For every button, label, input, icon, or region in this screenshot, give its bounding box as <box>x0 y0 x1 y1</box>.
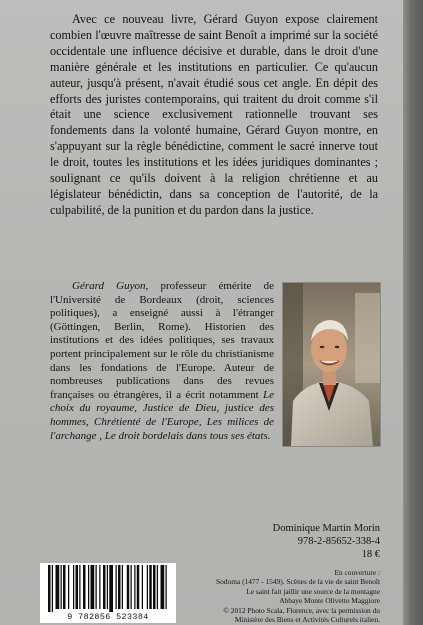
barcode-bar <box>142 565 143 609</box>
publisher-name: Dominique Martin Morin <box>272 523 380 534</box>
author-portrait-image <box>283 283 380 446</box>
author-works: Le choix du royaume, Justice de Dieu, justice des hommes, Chrétienté de l'Europe, Les milices de l'archange , Le droit bordelais dans tous ses états. <box>50 388 274 442</box>
price: 18 € <box>361 549 380 561</box>
author-name: Gérard Guyon <box>72 280 146 292</box>
author-bio-text: , professeur émérite de l'Université de Bordeaux (droit, sciences politiques), a enseigné aussi à l'étranger (Göttingen, Berlin, Rome). Historien des institutions et des idées politiques, ses travaux portent principalement sur le rôle du christianisme dans les fondations de l'Europe. Auteur de nombreuses publications dans des revues françaises ou étrangères, il a écrit notamment <box>50 280 274 401</box>
barcode-bar <box>83 565 86 609</box>
barcode-bar <box>127 565 130 609</box>
barcode-bar <box>147 565 148 609</box>
barcode-bar <box>153 565 156 609</box>
barcode-bar <box>68 565 69 609</box>
publisher-block <box>230 522 380 562</box>
barcode-digits: 9 782856 523384 <box>40 612 176 622</box>
barcode-bar <box>88 565 89 609</box>
barcode-bar <box>116 565 117 609</box>
barcode-bar <box>103 565 106 609</box>
author-bio-paragraph <box>50 280 274 443</box>
credit-line: © 2012 Photo Scala, Florence, avec la permission du <box>223 605 380 615</box>
barcode-bar <box>61 565 62 609</box>
description-paragraph: Avec ce nouveau livre, Gérard Guyon expose clairement combien l'œuvre maîtresse de saint Benoît a imprimé sur la société occidentale une influence décisive et durable, dans le droit d'une manière générale et les institutions en particulier. Ce qu'aucun auteur, jusqu'à présent, n'avait étudié sous cet angle. En dépit des efforts des juristes contemporains, qui traitent du droit comme s'il était une science exclusivement rationnelle trouvant ses fondements dans la volonté humaine, Gérard Guyon montre, en s'appuyant sur la règle bénédictine, comment le sacré innerve tout le droit, toutes les institutions et les idées juridiques dominantes ; soulignant ce qu'ils doivent à la religion chrétienne et au législateur bénédictin, dans sa conception de l'autorité, de la culpabilité, de la punition et du pardon dans la justice. <box>50 12 378 217</box>
barcode-bar <box>161 565 165 609</box>
author-photo <box>282 282 381 447</box>
barcode-bar <box>149 565 152 609</box>
barcode-bar <box>79 565 80 609</box>
barcode-bar <box>137 565 140 609</box>
barcode-bar <box>122 565 123 609</box>
barcode-bar <box>52 565 53 613</box>
barcode-bar <box>63 565 66 609</box>
barcode-bar <box>99 565 100 609</box>
credit-line: Abbaye Monte Olivetto Maggiore <box>279 596 380 606</box>
credit-line: Sodoma (1477 - 1549). Scènes de la vie de saint Benoît <box>216 577 380 587</box>
barcode-bar <box>91 565 95 609</box>
barcode-bar <box>76 565 79 609</box>
barcode-bar <box>134 565 135 609</box>
barcode-bar <box>73 565 74 609</box>
book-spine-edge <box>403 0 423 625</box>
barcode-bar <box>56 565 60 609</box>
barcode-bar <box>48 565 51 613</box>
barcode-bar <box>107 565 108 609</box>
cover-credits <box>180 568 380 624</box>
credit-line: Ministère des Biens et Activités Culturels italien. <box>234 615 380 625</box>
barcode-bar <box>109 565 113 613</box>
credit-line: En couverture : <box>334 568 380 577</box>
barcode-bar <box>118 565 121 609</box>
barcode-bars <box>40 563 176 613</box>
isbn: 978-2-85652-338-4 <box>297 536 380 548</box>
barcode-bar <box>166 565 167 609</box>
barcode-bar <box>157 565 158 609</box>
barcode-bar <box>131 565 132 609</box>
barcode-bar <box>96 565 97 609</box>
credit-line: Le saint fait jaillir une source de la montagne <box>246 586 380 596</box>
